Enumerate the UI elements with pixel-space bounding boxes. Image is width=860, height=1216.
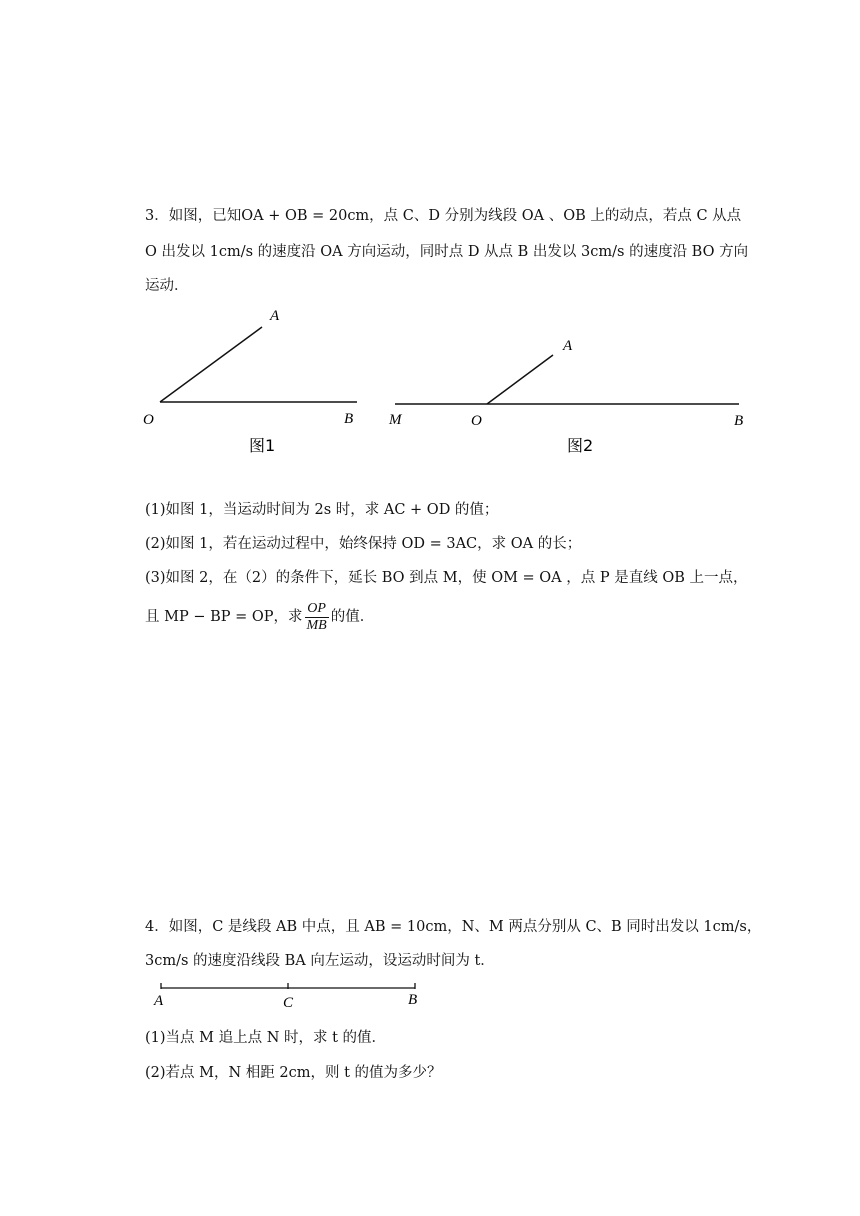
segment-OA-fig2	[487, 355, 553, 404]
fraction-denominator: MB	[306, 617, 327, 633]
fig1-label-O: O	[143, 412, 154, 428]
fig1-label-A: A	[270, 308, 280, 324]
fig2-label-A: A	[563, 338, 573, 354]
problem3-line2: O 出发以 1cm/s 的速度沿 OA 方向运动，同时点 D 从点 B 出发以 3cm/s 的速度沿 BO 方向	[145, 244, 749, 260]
problem4-q1: (1)当点 M 追上点 N 时，求 t 的值．	[145, 1030, 387, 1046]
problem3-line3: 运动．	[145, 278, 189, 294]
fraction-op-mb	[305, 601, 329, 634]
fig2-caption: 图2	[567, 436, 594, 455]
fig1-label-B: B	[344, 411, 354, 427]
problem3-line1: 3．如图，已知OA + OB = 20cm，点 C、D 分别为线段 OA 、OB 上的动点，若点 C 从点	[145, 208, 742, 224]
p4-label-A: A	[154, 993, 164, 1009]
fig1-caption: 图1	[249, 436, 276, 455]
q3-line2-post: 的值．	[330, 609, 375, 625]
fig2-label-M: M	[389, 412, 402, 428]
problem4-line1: 4．如图，C 是线段 AB 中点，且 AB = 10cm，N、M 两点分别从 C、B 同时出发以 1cm/s，	[145, 919, 762, 935]
problem3-q3-line1: (3)如图 2，在（2）的条件下，延长 BO 到点 M，使 OM = OA ，点 P 是直线 OB 上一点，	[145, 570, 748, 586]
fig2-label-B: B	[734, 413, 744, 429]
fraction-numerator: OP	[305, 601, 329, 618]
problem3-q3-line2	[145, 600, 374, 634]
problem3-q2: (2)如图 1，若在运动过程中，始终保持 OD = 3AC，求 OA 的长；	[145, 536, 582, 552]
p4-label-C: C	[283, 995, 294, 1011]
segment-OA	[160, 327, 262, 402]
problem4-q2: (2)若点 M，N 相距 2cm，则 t 的值为多少？	[145, 1065, 442, 1081]
problem3-q1: (1)如图 1，当运动时间为 2s 时，求 AC + OD 的值；	[145, 502, 499, 518]
p4-label-B: B	[408, 992, 418, 1008]
q3-line2-pre: 且 MP − BP = OP，求	[145, 609, 303, 625]
fig2-label-O: O	[471, 413, 482, 429]
problem4-line2: 3cm/s 的速度沿线段 BA 向左运动，设运动时间为 t．	[145, 953, 495, 969]
